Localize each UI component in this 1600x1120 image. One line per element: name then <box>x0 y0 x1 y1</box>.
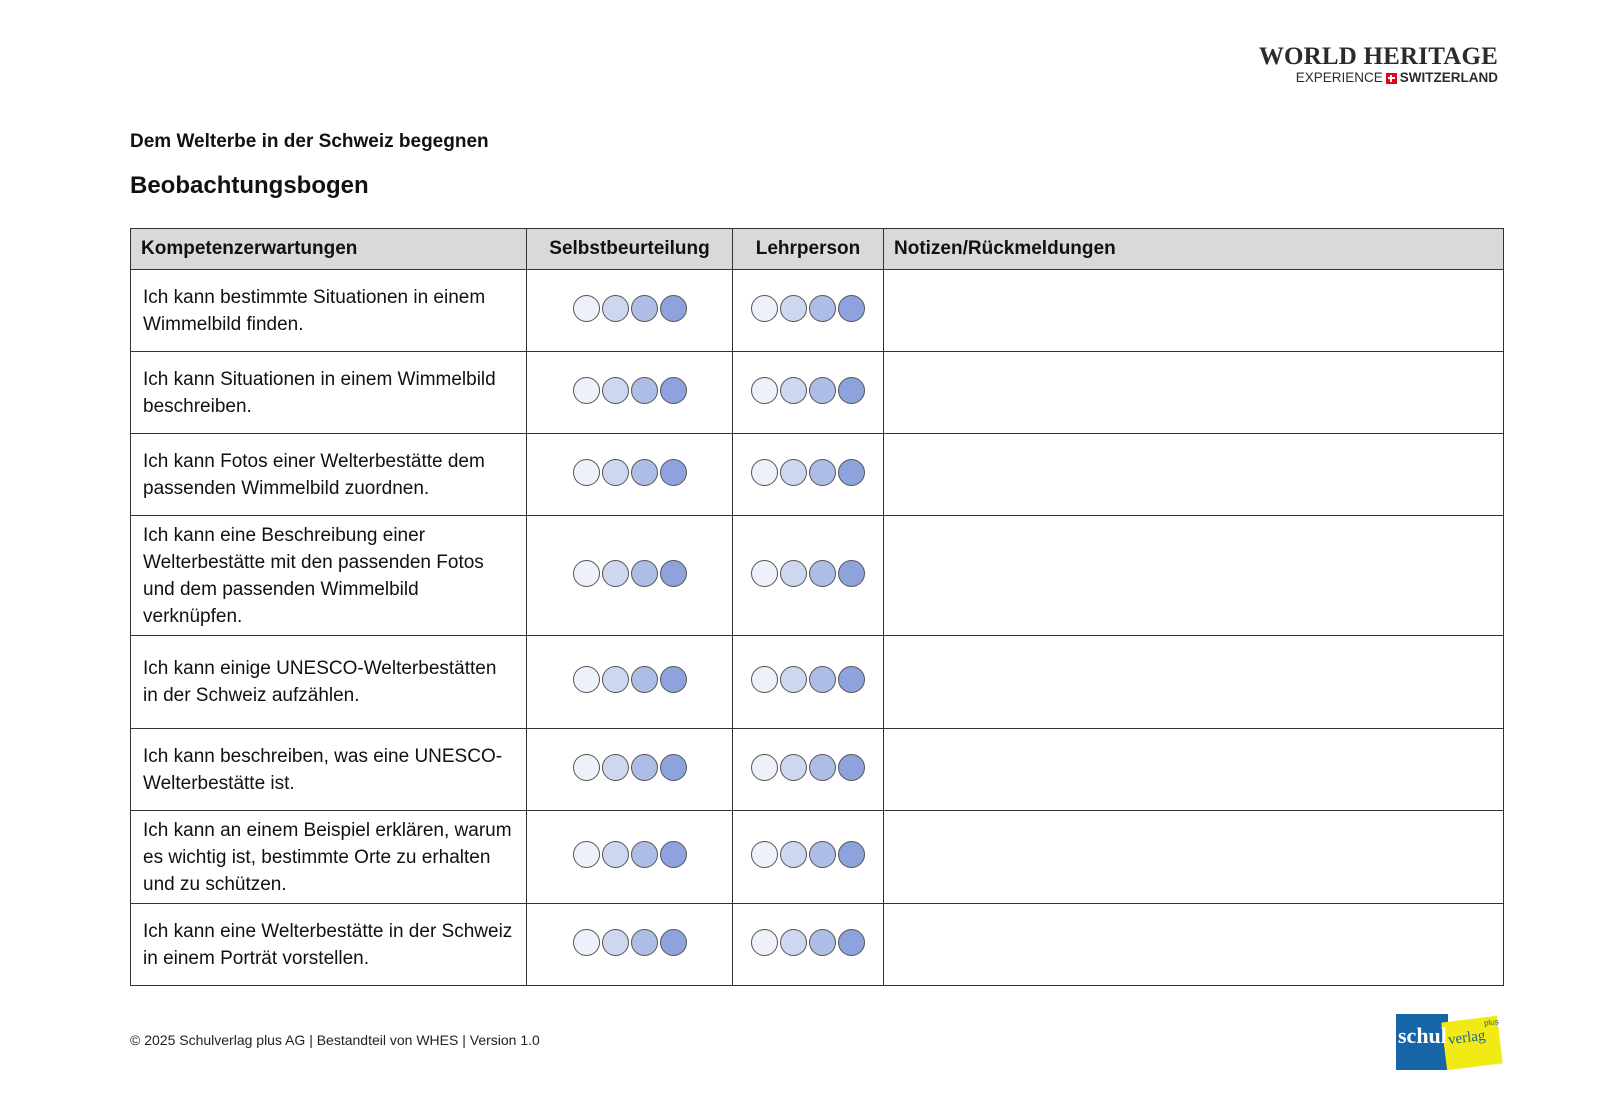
rating-circle-4[interactable] <box>660 841 687 868</box>
competency-text: Ich kann an einem Beispiel erklären, warum es wichtig ist, bestimmte Orte zu erhalten und zu schützen. <box>131 811 527 904</box>
teacher-rating <box>733 904 884 986</box>
rating-circle-1[interactable] <box>573 459 600 486</box>
table-row <box>131 270 1504 352</box>
table-row <box>131 434 1504 516</box>
footer-copyright: © 2025 Schulverlag plus AG | Bestandteil von WHES | Version 1.0 <box>130 1032 540 1048</box>
rating-circle-4[interactable] <box>838 841 865 868</box>
rating-circle-3[interactable] <box>809 929 836 956</box>
self-assessment-rating <box>527 636 733 729</box>
rating-circle-1[interactable] <box>573 377 600 404</box>
notes-cell[interactable] <box>884 811 1504 904</box>
rating-circle-4[interactable] <box>660 754 687 781</box>
rating-scale <box>573 929 687 956</box>
observation-table <box>130 228 1504 986</box>
rating-circle-3[interactable] <box>631 841 658 868</box>
teacher-rating <box>733 729 884 811</box>
competency-text: Ich kann eine Welterbestätte in der Schweiz in einem Porträt vorstellen. <box>131 904 527 986</box>
rating-circle-2[interactable] <box>780 929 807 956</box>
notes-cell[interactable] <box>884 516 1504 636</box>
teacher-rating <box>733 352 884 434</box>
table-row <box>131 904 1504 986</box>
rating-circle-3[interactable] <box>809 560 836 587</box>
rating-circle-2[interactable] <box>602 295 629 322</box>
notes-cell[interactable] <box>884 636 1504 729</box>
rating-scale <box>751 666 865 693</box>
competency-text: Ich kann einige UNESCO-Welterbestätten in der Schweiz aufzählen. <box>131 636 527 729</box>
rating-circle-2[interactable] <box>780 377 807 404</box>
rating-circle-3[interactable] <box>631 377 658 404</box>
rating-scale <box>751 754 865 781</box>
rating-circle-2[interactable] <box>780 560 807 587</box>
page-subtitle: Dem Welterbe in der Schweiz begegnen <box>130 131 489 152</box>
logo-line-2 <box>1259 70 1498 86</box>
rating-circle-2[interactable] <box>602 459 629 486</box>
logo-experience-text: EXPERIENCE <box>1295 70 1383 85</box>
column-header-notes: Notizen/Rückmeldungen <box>884 229 1504 270</box>
rating-circle-1[interactable] <box>751 459 778 486</box>
notes-cell[interactable] <box>884 904 1504 986</box>
world-heritage-logo <box>1259 44 1498 86</box>
self-assessment-rating <box>527 904 733 986</box>
rating-circle-3[interactable] <box>809 295 836 322</box>
rating-circle-2[interactable] <box>602 377 629 404</box>
rating-circle-2[interactable] <box>602 929 629 956</box>
rating-circle-1[interactable] <box>751 841 778 868</box>
rating-scale <box>573 459 687 486</box>
rating-circle-2[interactable] <box>780 666 807 693</box>
column-header-competencies: Kompetenzerwartungen <box>131 229 527 270</box>
rating-circle-1[interactable] <box>751 754 778 781</box>
logo-plus-text: plus <box>1483 1017 1500 1028</box>
rating-circle-3[interactable] <box>809 459 836 486</box>
rating-circle-1[interactable] <box>573 929 600 956</box>
rating-circle-3[interactable] <box>631 666 658 693</box>
rating-circle-3[interactable] <box>809 377 836 404</box>
rating-circle-4[interactable] <box>838 295 865 322</box>
rating-circle-4[interactable] <box>838 560 865 587</box>
rating-circle-1[interactable] <box>751 929 778 956</box>
table-body <box>131 270 1504 986</box>
rating-circle-2[interactable] <box>602 754 629 781</box>
table-row <box>131 352 1504 434</box>
rating-circle-1[interactable] <box>573 754 600 781</box>
rating-circle-3[interactable] <box>631 929 658 956</box>
self-assessment-rating <box>527 811 733 904</box>
rating-circle-4[interactable] <box>660 929 687 956</box>
rating-circle-1[interactable] <box>751 377 778 404</box>
table-row <box>131 729 1504 811</box>
rating-circle-3[interactable] <box>809 666 836 693</box>
rating-circle-1[interactable] <box>751 560 778 587</box>
logo-line-1: WORLD HERITAGE <box>1258 43 1498 70</box>
rating-circle-1[interactable] <box>573 560 600 587</box>
logo-switzerland-text: SWITZERLAND <box>1399 70 1498 85</box>
rating-scale <box>573 754 687 781</box>
rating-scale <box>573 377 687 404</box>
self-assessment-rating <box>527 516 733 636</box>
rating-circle-4[interactable] <box>660 295 687 322</box>
rating-circle-3[interactable] <box>631 459 658 486</box>
rating-circle-4[interactable] <box>838 929 865 956</box>
table-header-row <box>131 229 1504 270</box>
logo-schul-text: schul <box>1398 1023 1447 1048</box>
logo-verlag-text: verlag <box>1447 1027 1487 1049</box>
rating-circle-4[interactable] <box>660 560 687 587</box>
rating-circle-3[interactable] <box>809 841 836 868</box>
self-assessment-rating <box>527 729 733 811</box>
notes-cell[interactable] <box>884 270 1504 352</box>
competency-text: Ich kann Situationen in einem Wimmelbild beschreiben. <box>131 352 527 434</box>
rating-circle-2[interactable] <box>780 459 807 486</box>
rating-circle-2[interactable] <box>780 754 807 781</box>
schulverlag-logo <box>1396 1014 1506 1070</box>
table-row <box>131 811 1504 904</box>
column-header-teacher: Lehrperson <box>733 229 884 270</box>
rating-circle-1[interactable] <box>751 295 778 322</box>
rating-circle-2[interactable] <box>602 666 629 693</box>
swiss-flag-icon <box>1386 73 1397 84</box>
rating-circle-1[interactable] <box>573 295 600 322</box>
rating-circle-3[interactable] <box>809 754 836 781</box>
rating-circle-2[interactable] <box>602 841 629 868</box>
rating-scale <box>751 295 865 322</box>
teacher-rating <box>733 516 884 636</box>
rating-circle-2[interactable] <box>780 295 807 322</box>
competency-text: Ich kann beschreiben, was eine UNESCO-Welterbestätte ist. <box>131 729 527 811</box>
notes-cell[interactable] <box>884 434 1504 516</box>
rating-scale <box>751 929 865 956</box>
rating-circle-4[interactable] <box>838 377 865 404</box>
page-title: Beobachtungsbogen <box>130 172 369 199</box>
notes-cell[interactable] <box>884 352 1504 434</box>
self-assessment-rating <box>527 270 733 352</box>
self-assessment-rating <box>527 352 733 434</box>
rating-circle-3[interactable] <box>631 560 658 587</box>
rating-scale <box>751 377 865 404</box>
teacher-rating <box>733 434 884 516</box>
rating-circle-1[interactable] <box>573 666 600 693</box>
rating-circle-4[interactable] <box>838 754 865 781</box>
rating-scale <box>751 560 865 587</box>
rating-circle-4[interactable] <box>838 666 865 693</box>
rating-circle-1[interactable] <box>751 666 778 693</box>
rating-circle-3[interactable] <box>631 295 658 322</box>
competency-text: Ich kann Fotos einer Welterbestätte dem passenden Wimmelbild zuordnen. <box>131 434 527 516</box>
rating-scale <box>751 841 865 868</box>
notes-cell[interactable] <box>884 729 1504 811</box>
rating-circle-4[interactable] <box>838 459 865 486</box>
competency-text: Ich kann eine Beschreibung einer Welterbestätte mit den passenden Fotos und dem passenden Wimmelbild verknüpfen. <box>131 516 527 636</box>
table-row <box>131 636 1504 729</box>
rating-circle-4[interactable] <box>660 459 687 486</box>
rating-scale <box>573 295 687 322</box>
teacher-rating <box>733 811 884 904</box>
teacher-rating <box>733 270 884 352</box>
rating-circle-4[interactable] <box>660 666 687 693</box>
self-assessment-rating <box>527 434 733 516</box>
rating-circle-2[interactable] <box>602 560 629 587</box>
rating-circle-2[interactable] <box>780 841 807 868</box>
competency-text: Ich kann bestimmte Situationen in einem Wimmelbild finden. <box>131 270 527 352</box>
rating-scale <box>573 666 687 693</box>
rating-circle-4[interactable] <box>660 377 687 404</box>
rating-scale <box>751 459 865 486</box>
rating-circle-3[interactable] <box>631 754 658 781</box>
rating-circle-1[interactable] <box>573 841 600 868</box>
column-header-self-assessment: Selbstbeurteilung <box>527 229 733 270</box>
rating-scale <box>573 841 687 868</box>
table-row <box>131 516 1504 636</box>
rating-scale <box>573 560 687 587</box>
teacher-rating <box>733 636 884 729</box>
